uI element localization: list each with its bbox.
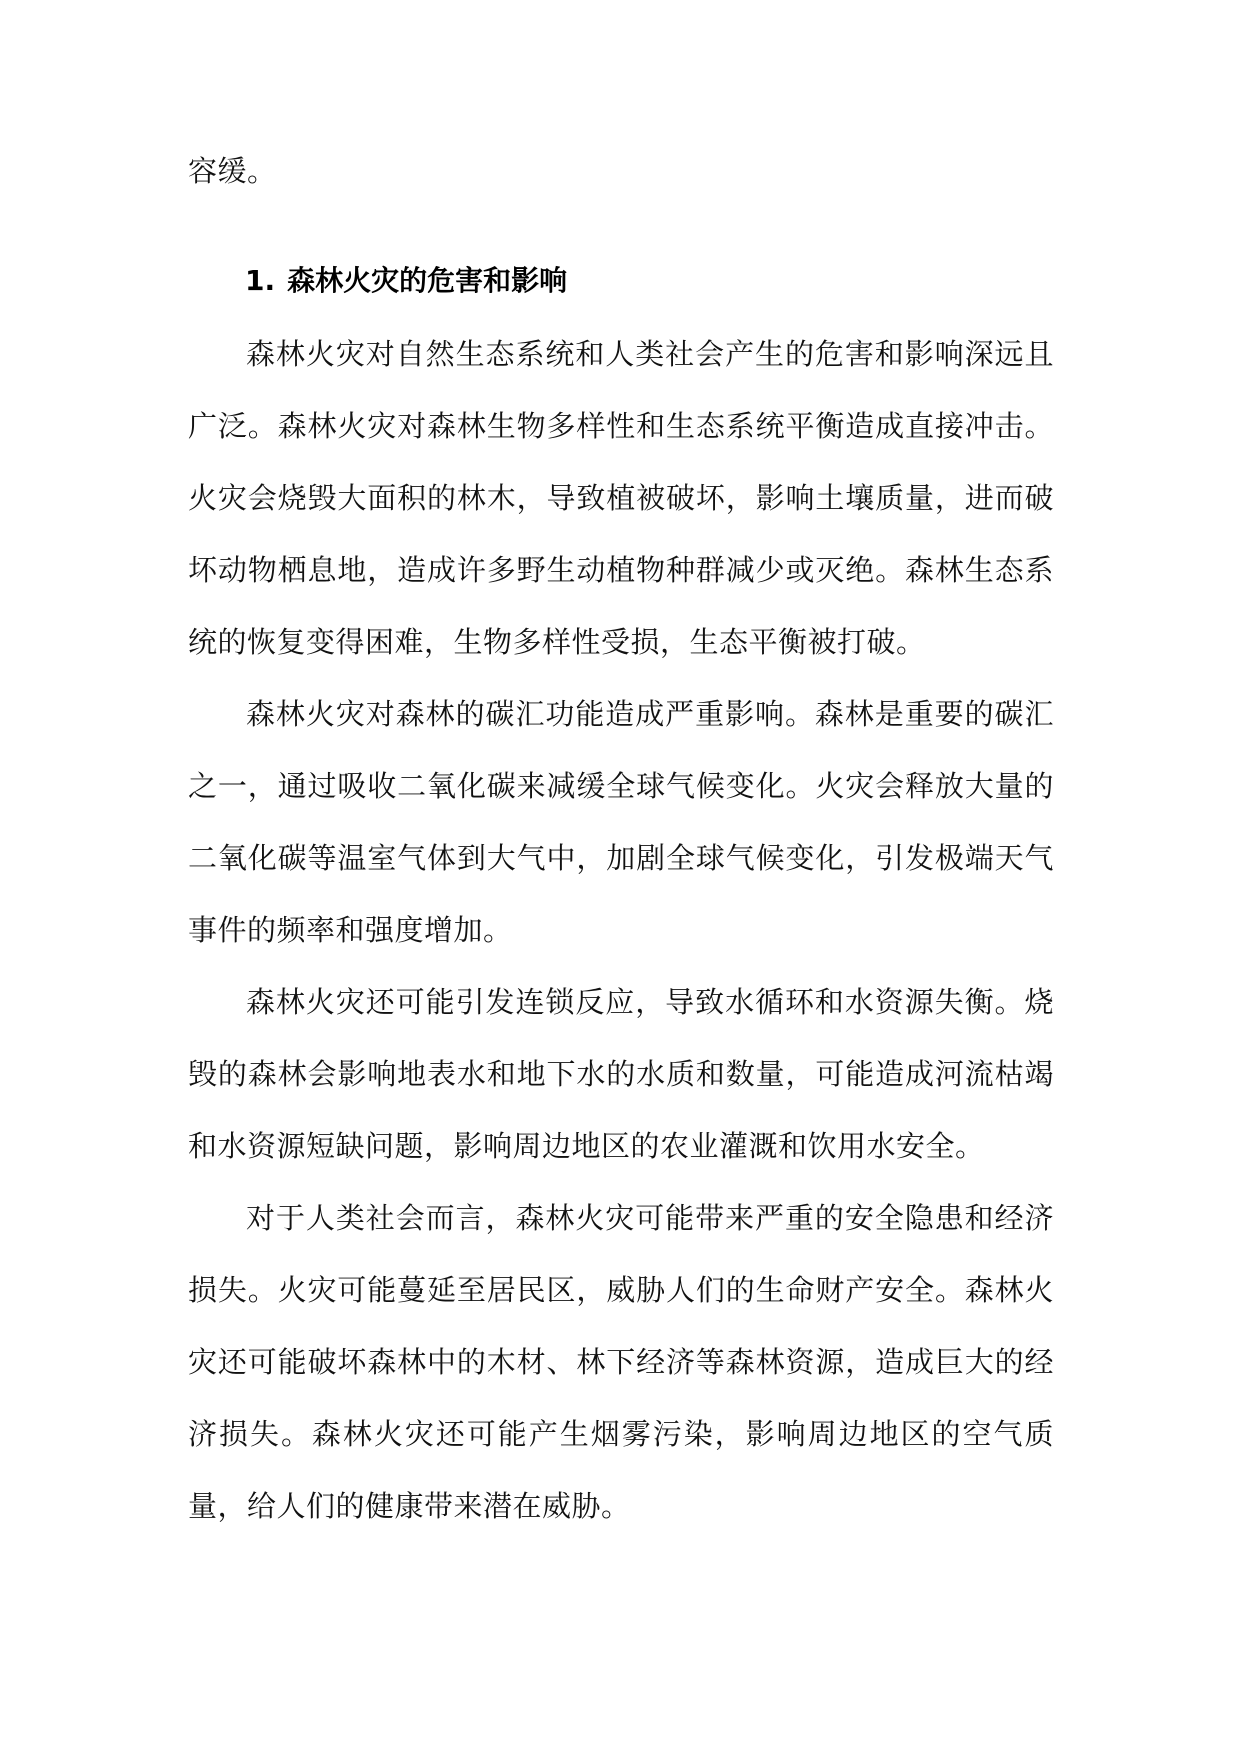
paragraph: 对于人类社会而言，森林火灾可能带来严重的安全隐患和经济损失。火灾可能蔓延至居民区，威胁人们的生命财产安全。森林火灾还可能破坏森林中的木材、林下经济等森林资源，造成巨大的经济损失。森林火灾还可能产生烟雾污染，影响周边地区的空气质量，给人们的健康带来潜在威胁。 — [188, 1201, 1054, 1523]
section-title: 森林火灾的危害和影响 — [287, 264, 568, 297]
paragraph: 森林火灾还可能引发连锁反应，导致水循环和水资源失衡。烧毁的森林会影响地表水和地下水的水质和数量，可能造成河流枯竭和水资源短缺问题，影响周边地区的农业灌溉和饮用水安全。 — [188, 985, 1054, 1163]
paragraph: 森林火灾对自然生态系统和人类社会产生的危害和影响深远且广泛。森林火灾对森林生物多样性和生态系统平衡造成直接冲击。火灾会烧毁大面积的林木，导致植被破坏，影响土壤质量，进而破坏动物栖息地，造成许多野生动植物种群减少或灭绝。森林生态系统的恢复变得困难，生物多样性受损，生态平衡被打破。 — [188, 337, 1054, 659]
continuation-text: 容缓。 — [188, 154, 277, 188]
section-heading — [245, 245, 567, 317]
section-body — [188, 318, 1054, 1542]
section-number: 1. — [245, 264, 276, 297]
paragraph: 森林火灾对森林的碳汇功能造成严重影响。森林是重要的碳汇之一，通过吸收二氧化碳来减缓全球气候变化。火灾会释放大量的二氧化碳等温室气体到大气中，加剧全球气候变化，引发极端天气事件的频率和强度增加。 — [188, 697, 1054, 947]
